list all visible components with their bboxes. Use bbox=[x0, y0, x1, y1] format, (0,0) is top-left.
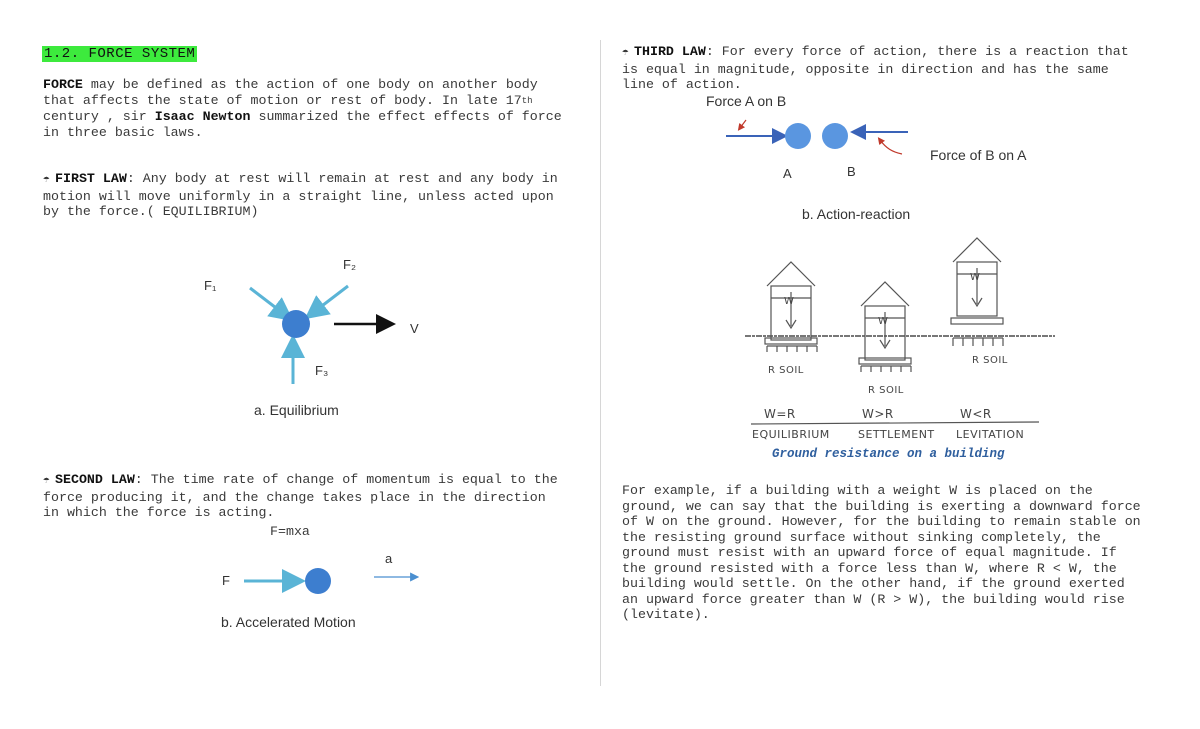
force-a-on-b-label: Force A on B bbox=[706, 93, 787, 109]
body-b-ball bbox=[822, 123, 848, 149]
v-label: V bbox=[410, 321, 419, 336]
a-label: a bbox=[385, 551, 393, 566]
second-law-text: ☂ SECOND LAW: The time rate of change of momentum is equal to the force producing it, and the change takes place in the direction in which the force is acting. bbox=[43, 472, 558, 520]
label-b: B bbox=[847, 164, 856, 179]
section-heading: 1.2. FORCE SYSTEM bbox=[44, 46, 196, 62]
body-ball bbox=[282, 310, 310, 338]
house-levitation bbox=[951, 238, 1003, 346]
r-soil-label-1: R SOIL bbox=[768, 365, 804, 376]
relation-w-less-r: W<R bbox=[960, 407, 992, 421]
w-label-1: W bbox=[784, 296, 795, 307]
action-reaction-caption: b. Action-reaction bbox=[802, 206, 911, 222]
force-definition: FORCE may be defined as the action of one body on another body that affects the state of motion or rest of body. In late 17th century , sir Isaac Newton summarized the effect effects of force in three basic laws. bbox=[43, 77, 562, 140]
newton-formula: F=mxa bbox=[270, 524, 310, 539]
sketch-caption: Ground resistance on a building bbox=[772, 447, 1005, 461]
f2-label: F₂ bbox=[343, 257, 356, 272]
accelerated-motion-figure bbox=[236, 560, 426, 600]
force-b-on-a-label: Force of B on A bbox=[930, 147, 1027, 163]
relation-w-greater-r: W>R bbox=[862, 407, 894, 421]
r-soil-label-3: R SOIL bbox=[972, 355, 1008, 366]
umbrella-bullet-icon: ☂ bbox=[622, 47, 629, 59]
equilibrium-caption: a. Equilibrium bbox=[254, 402, 339, 418]
umbrella-bullet-icon: ☂ bbox=[43, 475, 50, 487]
third-law-text: ☂ THIRD LAW: For every force of action, there is a reaction that is equal in magnitude, opposite in direction and has the same line of action. bbox=[622, 44, 1129, 92]
state-equilibrium: EQUILIBRIUM bbox=[752, 428, 830, 441]
f3-label: F₃ bbox=[315, 363, 329, 378]
f-label: F bbox=[222, 573, 230, 588]
f1-label: F₁ bbox=[204, 278, 217, 293]
column-divider bbox=[600, 40, 601, 686]
umbrella-bullet-icon: ☂ bbox=[43, 174, 50, 186]
example-paragraph: For example, if a building with a weight W is placed on the ground, we can say that the building is exerting a downward force of W on the ground. However, for the building to remain stable on the resisting ground surface without sinking completely, the ground must resist with an upward force of equal magnitude. If the ground resisted with a force less than W, where R < W, the building would settle. On the other hand, if the ground exerted an upward force greater than W (R > W), the building would rise (levitate). bbox=[622, 483, 1141, 622]
r-soil-label-2: R SOIL bbox=[868, 385, 904, 396]
force-f2-arrow bbox=[314, 286, 348, 312]
label-a: A bbox=[783, 166, 792, 181]
body-a-ball bbox=[785, 123, 811, 149]
accelerated-caption: b. Accelerated Motion bbox=[221, 614, 356, 630]
w-label-2: W bbox=[878, 316, 889, 327]
house-equilibrium bbox=[765, 262, 817, 352]
action-reaction-figure bbox=[720, 112, 920, 162]
relation-w-equals-r: W=R bbox=[764, 407, 796, 421]
w-label-3: W bbox=[970, 272, 981, 283]
action-pointer-arrow bbox=[740, 120, 746, 128]
state-settlement: SETTLEMENT bbox=[858, 428, 935, 441]
first-law-text: ☂ FIRST LAW: Any body at rest will remain at rest and any body in motion will move uniformly in a straight line, unless acted upon by the force.( EQUILIBRIUM) bbox=[43, 171, 558, 219]
force-f1-arrow bbox=[250, 288, 284, 314]
house-settlement bbox=[859, 282, 911, 372]
reaction-pointer-arrow bbox=[880, 140, 902, 154]
state-levitation: LEVITATION bbox=[956, 428, 1025, 441]
accelerated-ball bbox=[305, 568, 331, 594]
